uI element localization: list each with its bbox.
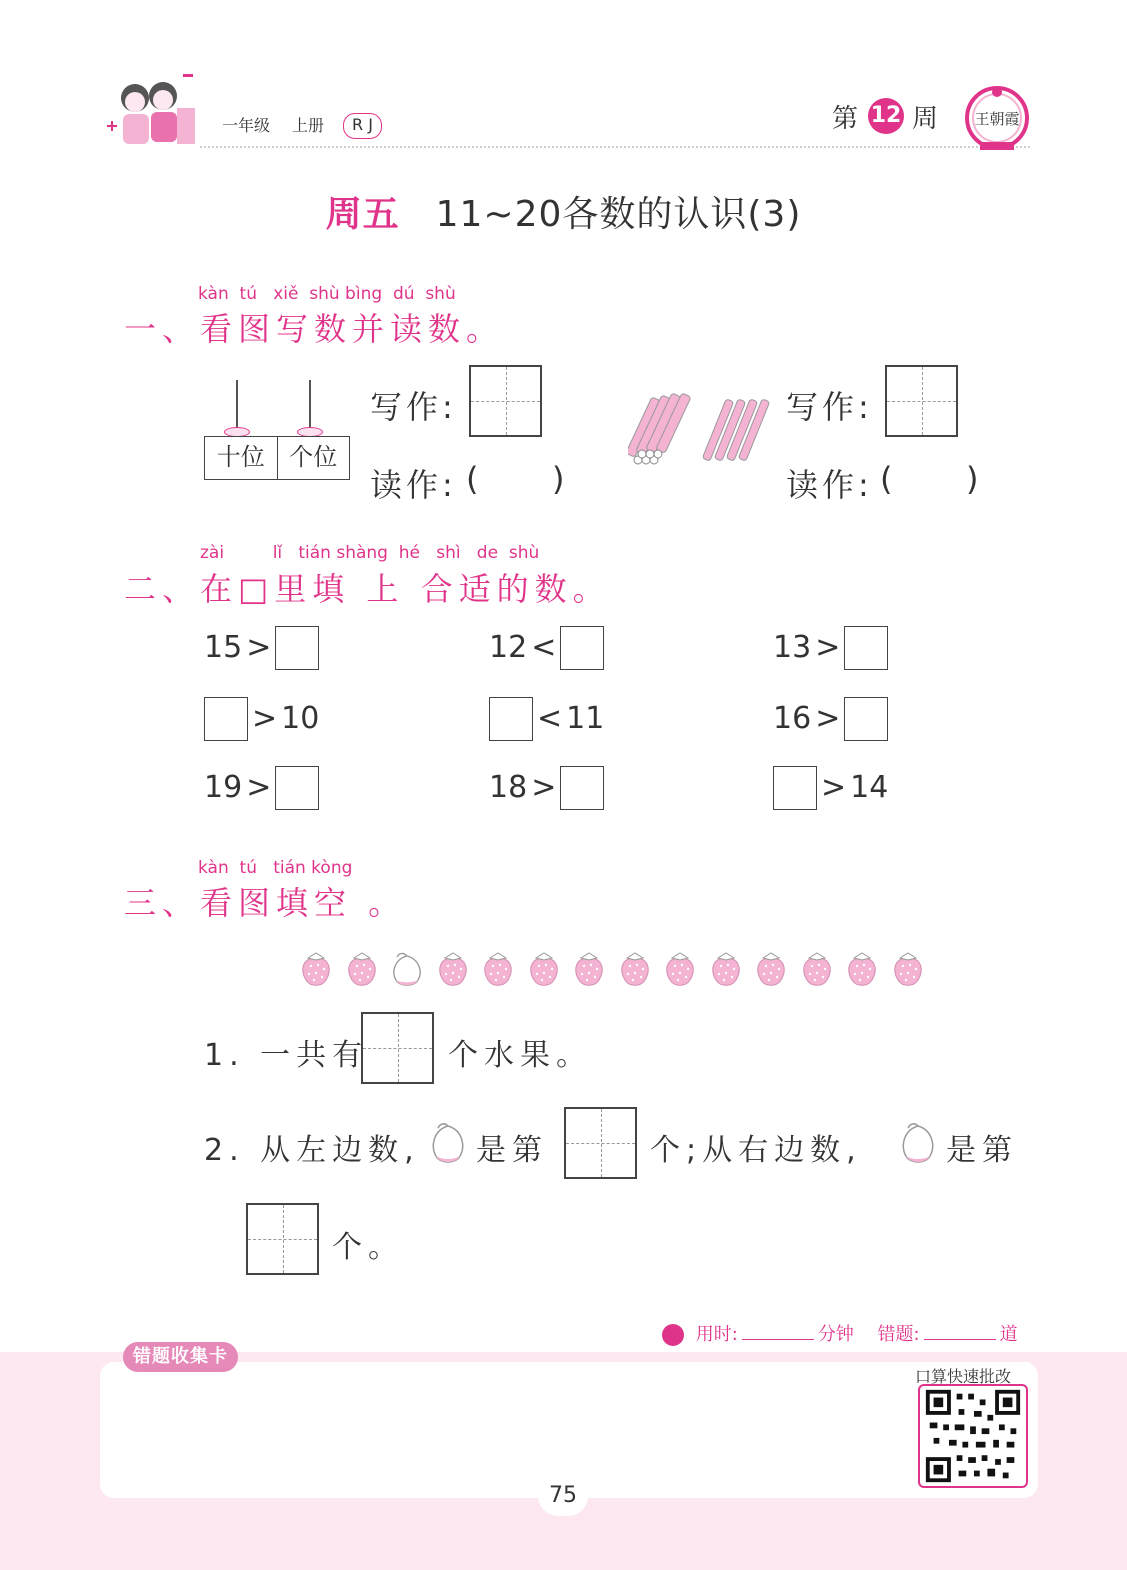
read-paren-close-2: )	[966, 460, 979, 498]
compare-operator: <	[537, 701, 563, 736]
compare-answer-box[interactable]	[275, 766, 319, 810]
qr-label: 口算快速批改	[915, 1367, 1012, 1386]
week-suffix: 周	[912, 104, 939, 134]
compare-left-value: 18	[489, 770, 528, 805]
errors-unit: 道	[999, 1324, 1018, 1345]
section1-pinyin: kàn tú xiě shù bìng dú shù	[198, 284, 456, 304]
sticks-bundle-illustration	[628, 388, 774, 472]
section2-pinyin: zài lǐ tián shàng hé shì de shù	[200, 543, 540, 563]
read-paren-open-1: (	[466, 460, 479, 498]
compare-answer-box[interactable]	[489, 697, 533, 741]
strawberry-icon	[569, 950, 609, 990]
compare-row2-col2	[489, 696, 604, 742]
compare-operator: >	[531, 770, 557, 805]
read-answer-blank-2[interactable]	[902, 470, 962, 500]
compare-row2-col1	[204, 696, 319, 742]
tens-place-label: 十位	[216, 443, 265, 471]
week-number-badge: 12	[868, 98, 904, 134]
strawberry-icon	[660, 950, 700, 990]
strawberry-icon	[751, 950, 791, 990]
q2-mid3: 是第	[946, 1133, 1018, 1168]
brand-seal-logo	[962, 82, 1032, 152]
week-prefix: 第	[832, 104, 859, 134]
write-label-1: 写作:	[370, 388, 457, 426]
compare-answer-box[interactable]	[773, 766, 817, 810]
compare-right-value: 14	[850, 770, 889, 805]
header-divider	[200, 146, 1030, 148]
title-topic: 11~20各数的认识(3)	[435, 194, 802, 235]
peach-icon	[387, 950, 427, 990]
compare-row1-col3	[773, 625, 888, 671]
place-value-chart	[204, 436, 350, 480]
write-answer-box-1[interactable]	[469, 365, 542, 437]
strawberry-icon	[342, 950, 382, 990]
q1-prefix: 1. 一共有	[204, 1038, 369, 1073]
peach-icon	[426, 1120, 470, 1168]
compare-answer-box[interactable]	[560, 626, 604, 670]
write-answer-box-2[interactable]	[885, 365, 958, 437]
compare-row2-col3	[773, 696, 888, 742]
strawberry-icon	[842, 950, 882, 990]
q2-answer-box-left[interactable]	[564, 1107, 637, 1179]
strawberry-icon	[524, 950, 564, 990]
compare-left-value: 19	[204, 770, 243, 805]
q2-prefix: 2. 从左边数,	[204, 1133, 420, 1168]
write-label-2: 写作:	[786, 388, 873, 426]
page-number: 75	[538, 1476, 588, 1516]
title-day: 周五	[325, 194, 400, 235]
compare-answer-box[interactable]	[204, 697, 248, 741]
time-errors-line	[662, 1320, 1018, 1346]
compare-operator: >	[246, 770, 272, 805]
compare-right-value: 10	[281, 701, 320, 736]
volume-label: 上册	[292, 116, 325, 135]
ones-place-label: 个位	[277, 437, 350, 479]
grade-label: 一年级	[222, 116, 271, 135]
read-answer-blank-1[interactable]	[488, 470, 548, 500]
compare-row3-col1	[204, 765, 319, 811]
section3-pinyin: kàn tú tián kòng	[198, 858, 353, 878]
section2-title: 二、在□里填 上 合适的数。	[124, 570, 611, 608]
read-paren-open-2: (	[880, 460, 893, 498]
q2-mid1: 是第	[476, 1133, 548, 1168]
peach-icon	[896, 1120, 940, 1168]
read-label-1: 读作:	[370, 466, 457, 504]
compare-left-value: 13	[773, 630, 812, 665]
strawberry-icon	[296, 950, 336, 990]
svg-text:王朝霞: 王朝霞	[974, 110, 1020, 128]
compare-operator: <	[531, 630, 557, 665]
section3-title: 三、看图填空 。	[124, 884, 407, 922]
compare-answer-box[interactable]	[560, 766, 604, 810]
read-paren-close-1: )	[552, 460, 565, 498]
compare-left-value: 16	[773, 701, 812, 736]
q2-mid2: 个;从右边数,	[650, 1133, 862, 1168]
time-unit: 分钟	[817, 1324, 854, 1345]
strawberry-icon	[478, 950, 518, 990]
compare-answer-box[interactable]	[275, 626, 319, 670]
error-card-title: 错题收集卡	[123, 1342, 238, 1372]
compare-answer-box[interactable]	[844, 697, 888, 741]
q2-answer-box-right[interactable]	[246, 1203, 319, 1275]
page-title	[0, 186, 1127, 237]
q1-suffix: 个水果。	[448, 1038, 592, 1073]
compare-left-value: 12	[489, 630, 528, 665]
strawberry-icon	[706, 950, 746, 990]
kids-illustration	[105, 68, 205, 158]
stopwatch-icon	[662, 1324, 684, 1346]
errors-blank[interactable]	[924, 1321, 996, 1340]
ones-rod	[309, 380, 311, 430]
compare-row1-col1	[204, 625, 319, 671]
strawberry-icon	[615, 950, 655, 990]
tens-rod	[236, 380, 238, 430]
strawberry-icon	[433, 950, 473, 990]
compare-row1-col2	[489, 625, 604, 671]
strawberry-icon	[888, 950, 928, 990]
compare-row3-col2	[489, 765, 604, 811]
compare-answer-box[interactable]	[844, 626, 888, 670]
compare-row3-col3	[773, 765, 888, 811]
q1-answer-box[interactable]	[361, 1012, 434, 1084]
compare-operator: >	[815, 630, 841, 665]
time-label: 用时:	[695, 1324, 738, 1345]
strawberry-icon	[797, 950, 837, 990]
section1-title: 一、看图写数并读数。	[124, 310, 505, 348]
compare-operator: >	[821, 770, 847, 805]
time-blank[interactable]	[742, 1321, 814, 1340]
edition-badge: R J	[343, 113, 382, 139]
errors-label: 错题:	[877, 1324, 920, 1345]
compare-right-value: 11	[566, 701, 605, 736]
compare-operator: >	[815, 701, 841, 736]
compare-left-value: 15	[204, 630, 243, 665]
read-label-2: 读作:	[786, 466, 873, 504]
compare-operator: >	[252, 701, 278, 736]
qr-code-icon[interactable]	[918, 1384, 1028, 1488]
compare-operator: >	[246, 630, 272, 665]
q2-end: 个。	[332, 1230, 404, 1265]
